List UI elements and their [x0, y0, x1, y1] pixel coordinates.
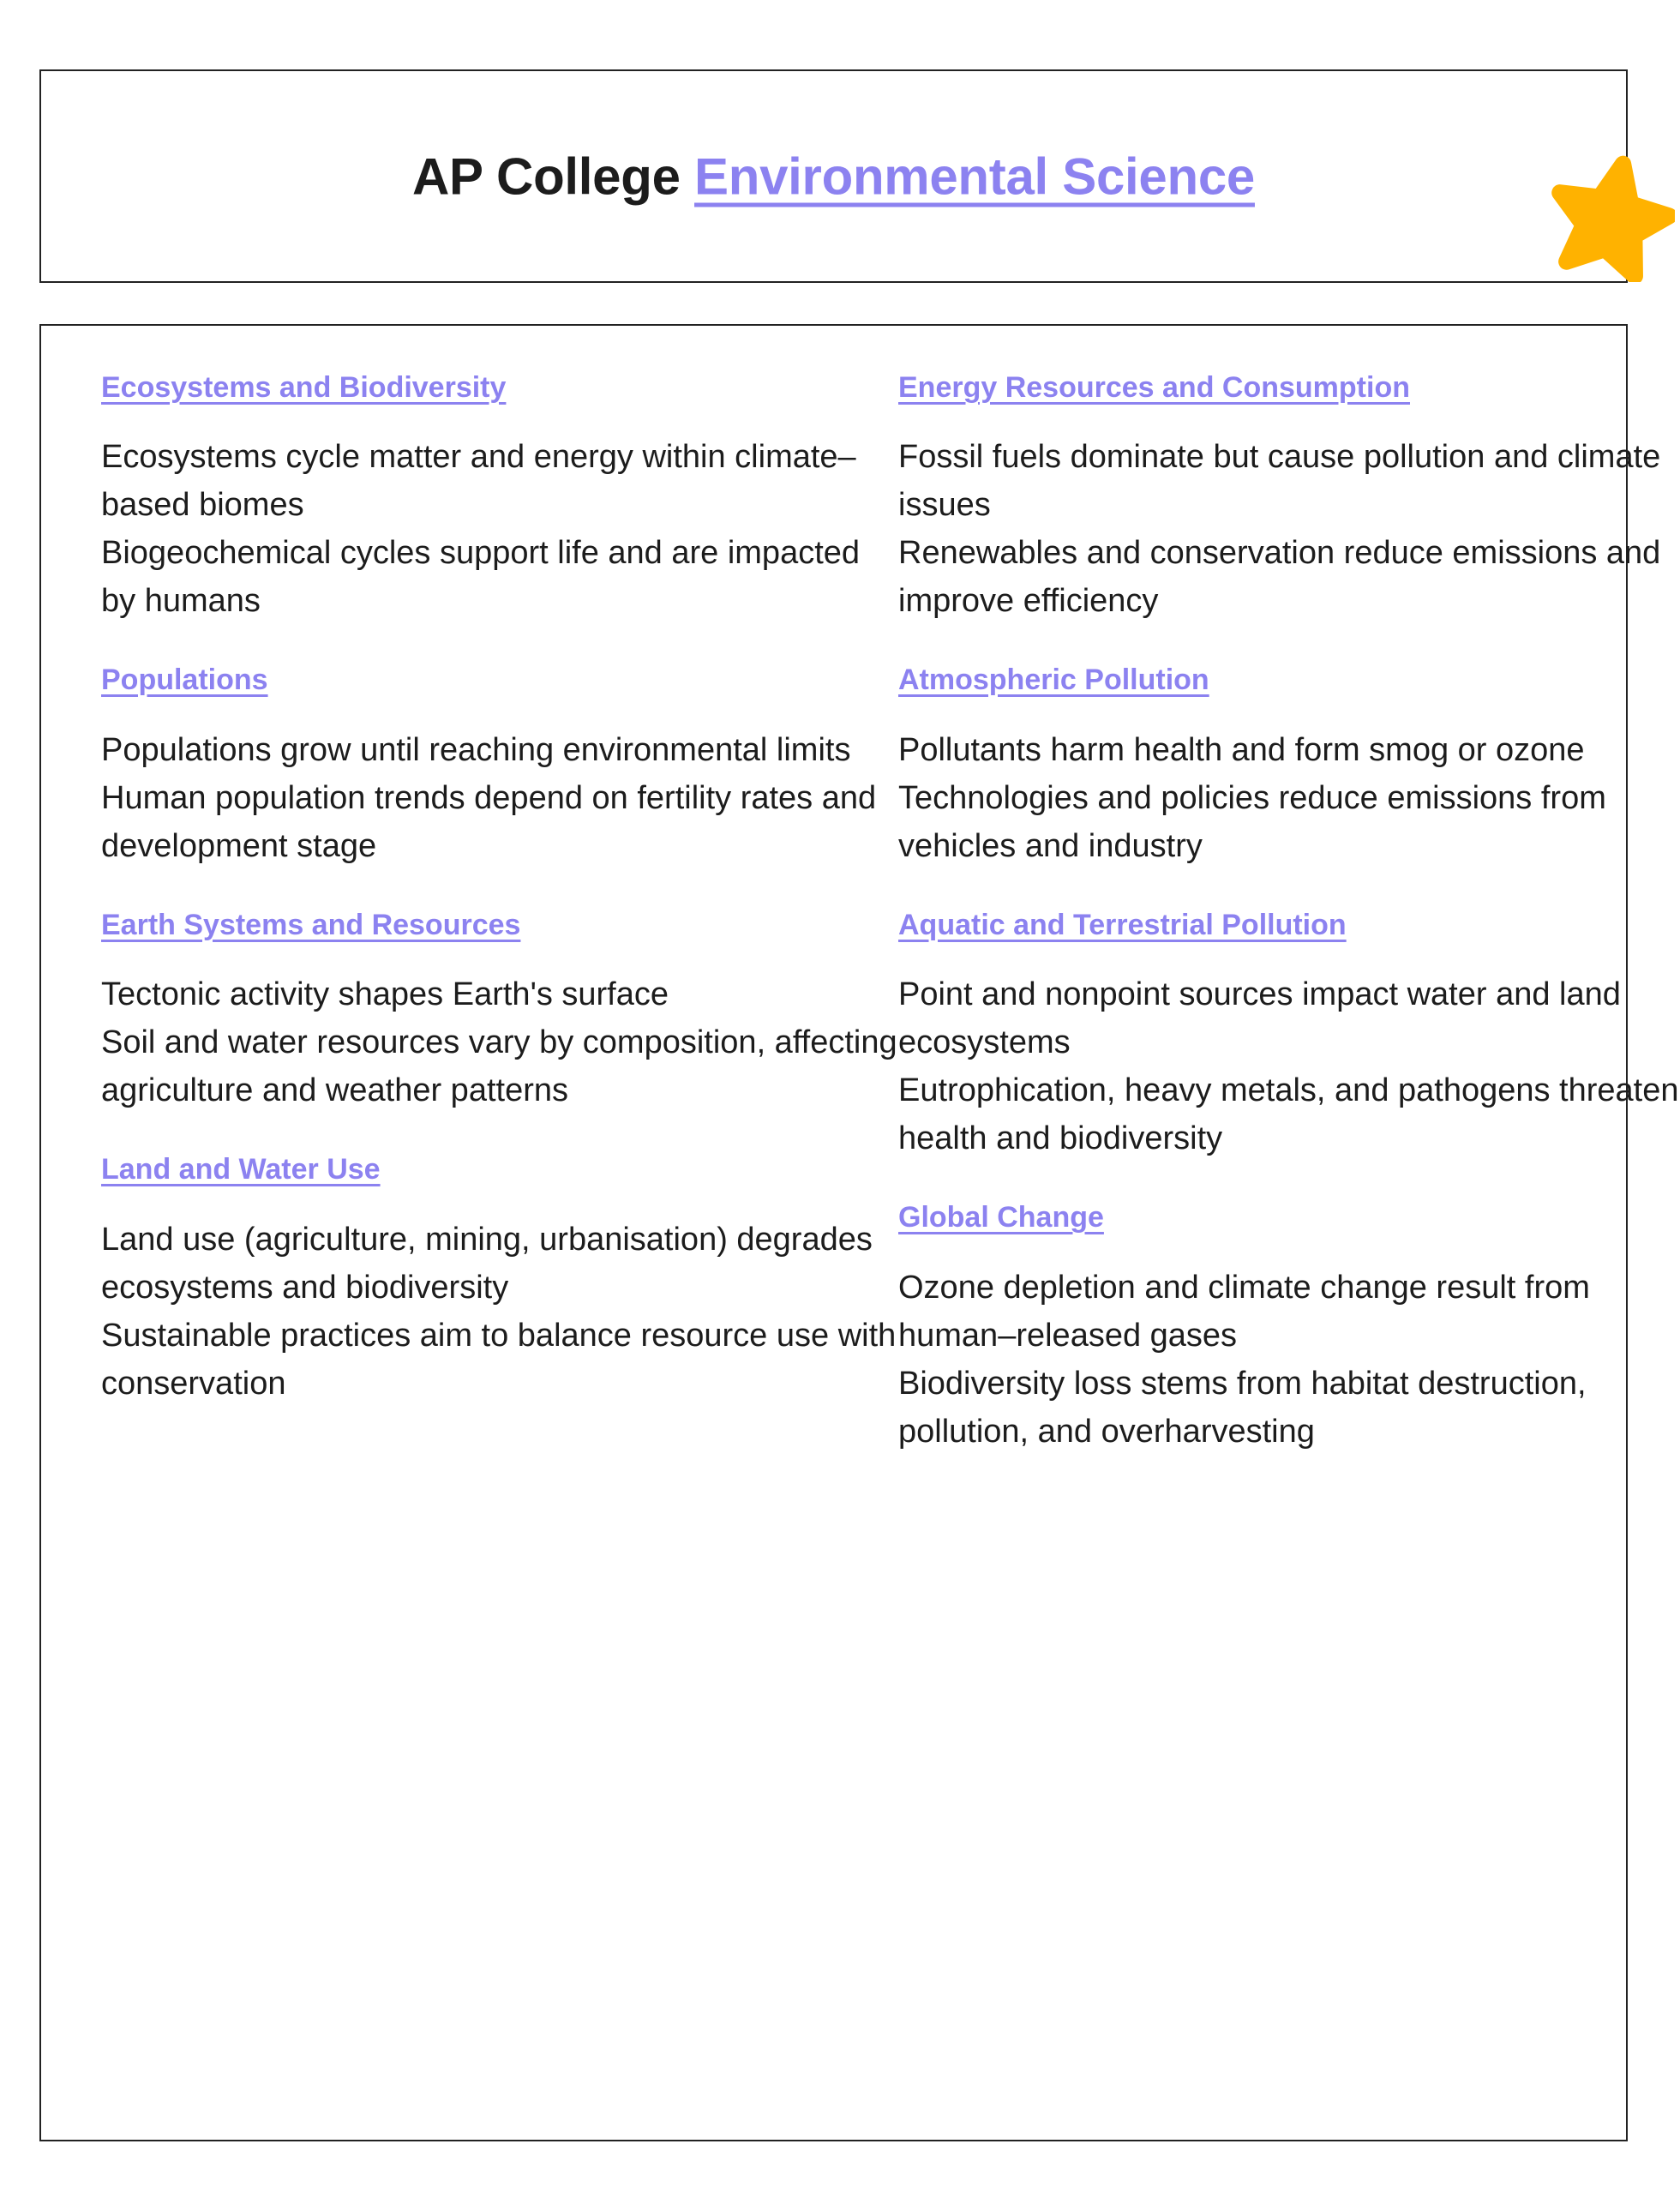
section-line: Land use (agriculture, mining, urbanisation) degrades ecosystems and biodiversity [101, 1221, 873, 1306]
section-heading[interactable]: Ecosystems and Biodiversity [101, 371, 507, 404]
section-heading[interactable]: Global Change [898, 1201, 1104, 1234]
section-ecosystems-and-biodiversity [101, 372, 898, 625]
section-line: Biodiversity loss stems from habitat destruction, pollution, and overharvesting [898, 1365, 1587, 1450]
page-title-accent: Environmental Science [694, 147, 1255, 205]
section-aquatic-and-terrestrial-pollution [898, 910, 1680, 1162]
section-atmospheric-pollution [898, 664, 1680, 869]
section-line: Soil and water resources vary by composition, affecting agriculture and weather patterns [101, 1024, 897, 1109]
section-line: Sustainable practices aim to balance resource use with conservation [101, 1317, 897, 1402]
section-heading[interactable]: Populations [101, 664, 268, 697]
section-global-change [898, 1202, 1680, 1455]
page-title-main: AP College [412, 147, 695, 205]
section-body [101, 433, 898, 625]
column-right [898, 372, 1680, 1456]
section-body [898, 970, 1680, 1162]
section-body [101, 1216, 898, 1408]
section-populations [101, 664, 898, 869]
section-line: Biogeochemical cycles support life and are impacted by humans [101, 535, 861, 620]
section-line: Point and nonpoint sources impact water and land ecosystems [898, 976, 1621, 1061]
section-line: Ecosystems cycle matter and energy within climate–based biomes [101, 439, 856, 524]
content-box [39, 324, 1679, 2141]
section-earth-systems-and-resources [101, 910, 898, 1114]
section-line: Technologies and policies reduce emissions from vehicles and industry [898, 779, 1606, 864]
section-body [898, 726, 1680, 870]
content-columns [101, 371, 1679, 1456]
section-line: Eutrophication, heavy metals, and pathogens threaten health and biodiversity [898, 1072, 1679, 1157]
section-heading[interactable]: Energy Resources and Consumption [898, 371, 1410, 404]
header-box [39, 69, 1628, 283]
section-body [101, 726, 898, 870]
section-line: Pollutants harm health and form smog or ozone [898, 731, 1585, 768]
section-body [898, 1264, 1680, 1456]
section-line: Tectonic activity shapes Earth's surface [101, 976, 669, 1013]
section-line: Renewables and conservation reduce emissions and improve efficiency [898, 535, 1661, 620]
section-body [898, 433, 1680, 625]
section-heading[interactable]: Land and Water Use [101, 1153, 381, 1186]
section-heading[interactable]: Atmospheric Pollution [898, 664, 1209, 697]
section-heading[interactable]: Earth Systems and Resources [101, 908, 521, 941]
section-line: Fossil fuels dominate but cause pollution and climate issues [898, 439, 1661, 524]
section-energy-resources-and-consumption [898, 372, 1680, 625]
section-line: Populations grow until reaching environmental limits [101, 731, 851, 768]
section-line: Human population trends depend on fertility rates and development stage [101, 779, 877, 864]
section-land-and-water-use [101, 1154, 898, 1407]
section-body [101, 970, 898, 1114]
column-left [101, 372, 898, 1456]
page-title [41, 147, 1626, 206]
section-line: Ozone depletion and climate change result from human–released gases [898, 1269, 1590, 1354]
section-heading[interactable]: Aquatic and Terrestrial Pollution [898, 908, 1347, 941]
